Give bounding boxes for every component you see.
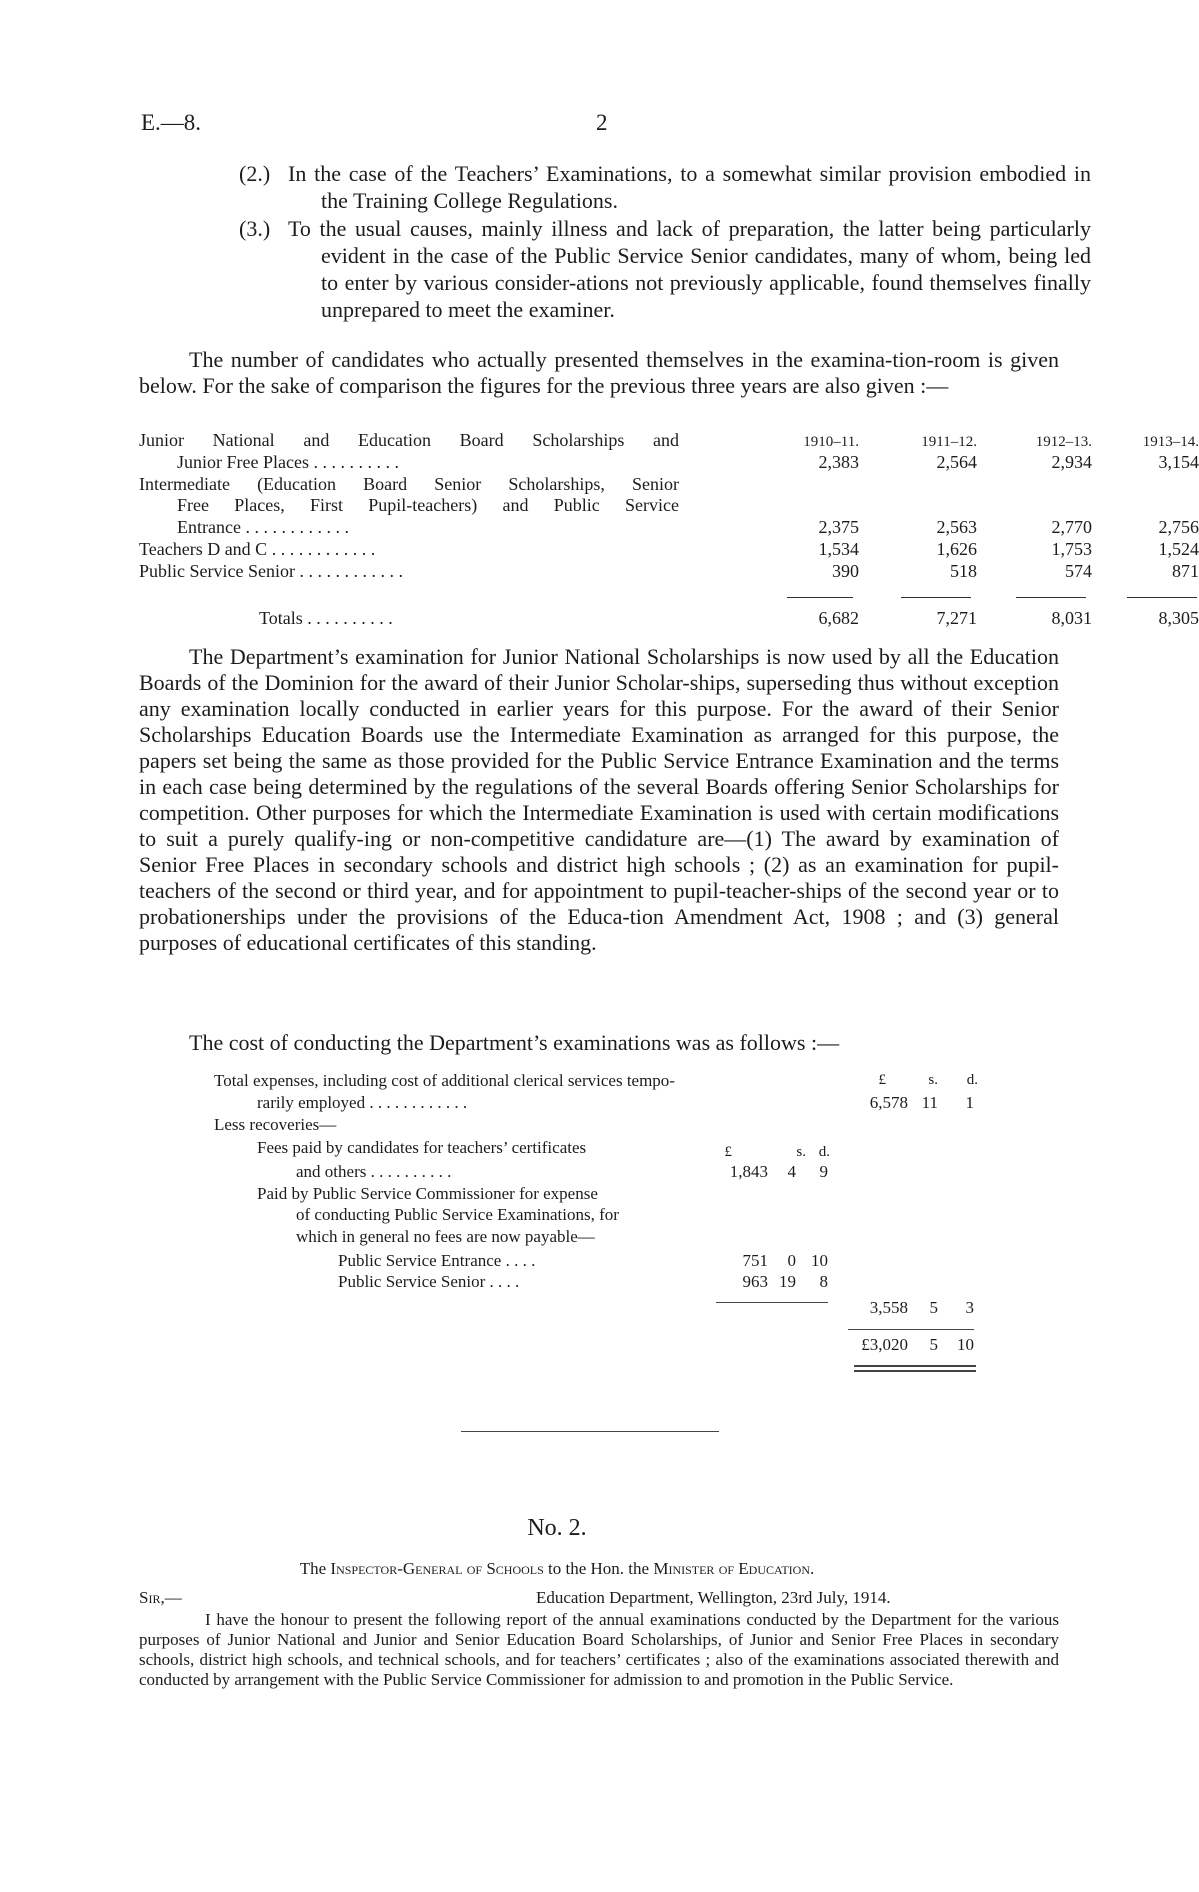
row-label: of conducting Public Service Examinations, for [296, 1205, 619, 1224]
table-cell: 2,563 [936, 517, 977, 537]
table-row [139, 495, 1059, 516]
column-header: £ [878, 1072, 886, 1088]
row-label: Intermediate (Education Board Senior Scholarships, Senior [139, 474, 679, 494]
address-line [0, 1559, 1114, 1579]
amount-pence: 1 [965, 1093, 974, 1112]
column-header: s. [928, 1072, 938, 1088]
total-cell: 7,271 [936, 608, 977, 628]
amount-shillings: 4 [787, 1162, 796, 1181]
totals-row [139, 608, 1199, 629]
amount-pence: 3 [965, 1298, 974, 1317]
subtotal-rule [848, 1329, 974, 1330]
amount-shillings: 19 [779, 1272, 796, 1291]
table-cell: 2,383 [818, 452, 859, 472]
column-header: 1913–14. [1142, 434, 1199, 450]
row-label: which in general no fees are now payable— [296, 1227, 595, 1246]
place-date: Education Department, Wellington, 23rd July, 1914. [536, 1588, 891, 1607]
amount-pounds: 6,578 [869, 1093, 908, 1112]
list-item-text: To the usual causes, mainly illness and lack of preparation, the latter being particularly evident in the case of the Public Service Senior candidates, many of whom, being led to enter by various consider-ations not previously applicable, found themselves finally unprepared to meet the examiner. [288, 216, 1091, 322]
row-label: Paid by Public Service Commissioner for expense [257, 1184, 598, 1203]
table-cell: 2,564 [936, 452, 977, 472]
total-double-rule [854, 1370, 976, 1372]
row-label: Fees paid by candidates for teachers’ certificates [257, 1138, 587, 1157]
section-number: No. 2. [527, 1515, 587, 1541]
row-label: rarily employed . . . . . . . . . . . . [257, 1093, 468, 1112]
document-reference: E.—8. [141, 110, 202, 135]
table-row [139, 517, 1199, 538]
amount-shillings: 5 [929, 1298, 938, 1317]
table-cell: 2,756 [1158, 517, 1199, 537]
amount-pounds: 3,558 [869, 1298, 908, 1317]
amount-pence: 8 [819, 1272, 828, 1291]
table-cell: 390 [832, 561, 859, 581]
column-header: 1910–11. [803, 434, 859, 450]
column-header: d. [818, 1144, 830, 1160]
row-label: Public Service Senior . . . . . . . . . . . . [139, 561, 403, 581]
row-label: Public Service Entrance . . . . [338, 1251, 536, 1270]
table-cell: 2,770 [1051, 517, 1092, 537]
address-text: The [299, 1559, 331, 1578]
amount-pounds: 1,843 [729, 1162, 768, 1181]
row-label: and others . . . . . . . . . . [296, 1162, 452, 1181]
total-double-rule [854, 1365, 976, 1367]
table-cell: 1,626 [936, 539, 977, 559]
subtotal-rule [716, 1302, 828, 1303]
amount-shillings: 0 [787, 1251, 796, 1270]
row-label: Teachers D and C . . . . . . . . . . . . [139, 539, 376, 559]
address-text: . [810, 1559, 815, 1578]
amount-pounds: 963 [742, 1272, 768, 1291]
paragraph-intro: The number of candidates who actually presented themselves in the examina-tion-room is given below. For the sake of comparison the figures for the previous three years are also given :— [139, 347, 1059, 398]
row-label: Less recoveries— [214, 1115, 337, 1134]
report-body: I have the honour to present the following report of the annual examinations conducted by the Department for the various purposes of Junior National and Junior and Senior Education Board Scholarships, of Junior and Senior Free Places in secondary schools, district high schools, and technical schools, and for teachers’ certificates ; also of the examinations associated therewith and conducted by arrangement with the Public Service Commissioner for admission to and promotion in the Public Service. [139, 1610, 1059, 1689]
table-cell: 3,154 [1158, 452, 1199, 472]
paragraph-cost: The cost of conducting the Department’s examinations was as follows :— [189, 1030, 840, 1055]
table-row [139, 474, 1059, 495]
address-sender: Inspector-General of Schools [330, 1559, 544, 1578]
table-cell: 518 [950, 561, 977, 581]
total-cell: 6,682 [818, 608, 859, 628]
column-header: s. [796, 1144, 806, 1160]
column-rule [1127, 597, 1197, 598]
list-item-text: In the case of the Teachers’ Examinations, to a somewhat similar provision embodied in the Training College Regulations. [288, 161, 1091, 213]
table-row [139, 561, 1199, 582]
net-total-pounds: £3,020 [861, 1335, 908, 1354]
table-row [139, 452, 1199, 473]
amount-pounds: 751 [742, 1251, 768, 1270]
column-rule [787, 597, 853, 598]
row-label: Junior National and Education Board Scholarships and [139, 430, 679, 450]
total-cell: 8,305 [1158, 608, 1199, 628]
amount-shillings: 11 [921, 1093, 938, 1112]
net-total-pence: 10 [957, 1335, 974, 1354]
address-text: to the Hon. the [543, 1559, 654, 1578]
totals-label: Totals . . . . . . . . . . [259, 608, 393, 628]
section-divider [461, 1431, 719, 1432]
column-header: £ [724, 1144, 732, 1160]
table-cell: 574 [1065, 561, 1092, 581]
row-label: Free Places, First Pupil-teachers) and Public Service [177, 495, 679, 515]
table-cell: 1,524 [1158, 539, 1199, 559]
table-cell: 2,934 [1051, 452, 1092, 472]
row-label: Junior Free Places . . . . . . . . . . [177, 452, 399, 472]
column-header: 1911–12. [921, 434, 977, 450]
row-label: Total expenses, including cost of additional clerical services tempo- [214, 1071, 675, 1090]
amount-pence: 10 [811, 1251, 828, 1270]
address-recipient: Minister of Education [653, 1559, 810, 1578]
list-item-number: (3.) [239, 216, 271, 241]
table-row [139, 430, 1199, 451]
table-row [139, 539, 1199, 560]
table-cell: 1,753 [1051, 539, 1092, 559]
table-cell: 2,375 [818, 517, 859, 537]
column-header: d. [966, 1072, 978, 1088]
page-number: 2 [596, 110, 608, 135]
column-header: 1912–13. [1035, 434, 1092, 450]
amount-pence: 9 [819, 1162, 828, 1181]
table-cell: 871 [1172, 561, 1199, 581]
net-total-shillings: 5 [929, 1335, 938, 1354]
row-label: Public Service Senior . . . . [338, 1272, 520, 1291]
table-cell: 1,534 [818, 539, 859, 559]
salutation: Sir,— [139, 1588, 182, 1607]
column-rule [1016, 597, 1086, 598]
paragraph-department: The Department’s examination for Junior National Scholarships is now used by all the Education Boards of the Dominion for the award of their Junior Scholar-ships, superseding thus without exception any examination locally conducted in earlier years for this purpose. For the award of their Senior Scholarships Education Boards use the Intermediate Examination as arranged for this purpose, the papers set being the same as those provided for the Public Service Entrance Examination and the terms in each case being determined by the regulations of the several Boards offering Senior Scholarships for competition. Other purposes for which the Intermediate Examination is used with certain modifications to suit a purely qualify-ing or non-competitive candidature are—(1) The award by examination of Senior Free Places in secondary schools and district high schools ; (2) as an examination for pupil-teachers of the second or third year, and for appointment to pupil-teacher-ships of the second year or to probationerships under the provisions of the Educa-tion Amendment Act, 1908 ; and (3) general purposes of educational certificates of this standing. [139, 644, 1059, 955]
column-rule [901, 597, 971, 598]
total-cell: 8,031 [1051, 608, 1092, 628]
list-item-number: (2.) [239, 161, 271, 186]
row-label: Entrance . . . . . . . . . . . . [177, 517, 349, 537]
